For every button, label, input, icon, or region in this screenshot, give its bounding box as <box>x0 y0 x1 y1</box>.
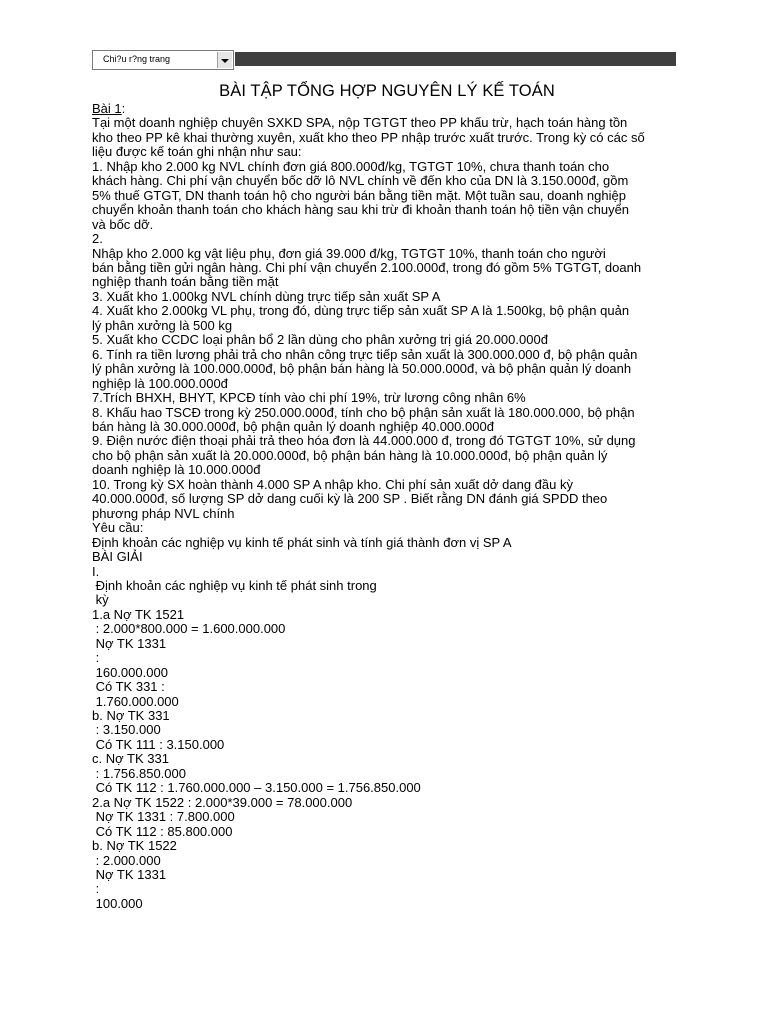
toolbar <box>92 50 676 72</box>
document-title: BÀI TẬP TỔNG HỢP NGUYÊN LÝ KẾ TOÁN <box>219 82 555 100</box>
document-content <box>92 80 682 911</box>
page-width-select[interactable] <box>92 50 234 70</box>
exercise-label: Bài 1 <box>92 101 122 116</box>
toolbar-bar <box>235 52 676 66</box>
chevron-down-icon[interactable] <box>217 52 232 68</box>
page-width-select-value: Chi?u r?ng trang <box>103 54 171 64</box>
document-body <box>92 102 682 911</box>
document-text: : Tại một doanh nghiệp chuyên SXKD SPA, nộp TGTGT theo PP khấu trừ, hạch toán hàng tồn kho theo PP kê khai thường xuyên, xuất kho theo PP nhập trước xuất trước. Trong kỳ có các số liệu được kế toán ghi nhận như sau: 1. Nhập kho 2.000 kg NVL chính đơn giá 800.000đ/kg, TGTGT 10%, chưa thanh toán cho khách hàng. Chi phí vận chuyển bốc dỡ lô NVL chính về đến kho của DN là 3.150.000đ, gồm 5% thuế GTGT, DN thanh toán hộ cho người bán bằng tiền mặt. Một tuần sau, doanh nghiệp chuyển khoản thanh toán cho khách hàng sau khi trừ đi khoản thanh toán hộ tiền vận chuyển và bốc dỡ. 2. Nhập kho 2.000 kg vật liệu phụ, đơn giá 39.000 đ/kg, TGTGT 10%, thanh toán cho người bán bằng tiền gửi ngân hàng. Chi phí vận chuyển 2.100.000đ, trong đó gồm 5% TGTGT, doanh nghiệp thanh toán bằng tiền mặt 3. Xuất kho 1.000kg NVL chính dùng trực tiếp sản xuất SP A 4. Xuất kho 2.000kg VL phụ, trong đó, dùng trực tiếp sản xuất SP A là 1.500kg, bộ phận quản lý phân xưởng là 500 kg 5. Xuất kho CCDC loại phân bổ 2 lần dùng cho phân xưởng trị giá 20.000.000đ 6. Tính ra tiền lương phải trả cho nhân công trực tiếp sản xuất là 300.000.000 đ, bộ phận quản lý phân xưởng là 100.000.000đ, bộ phận bán hàng là 50.000.000đ, và bộ phận quản lý doanh nghiệp là 100.000.000đ 7.Trích BHXH, BHYT, KPCĐ tính vào chi phí 19%, trừ lương công nhân 6% 8. Khấu hao TSCĐ trong kỳ 250.000.000đ, tính cho bộ phận sản xuất là 180.000.000, bộ phận bán hàng là 30.000.000đ, bộ phận quản lý doanh nghiệp 40.000.000đ 9. Điện nước điện thoại phải trả theo hóa đơn là 44.000.000 đ, trong đó TGTGT 10%, sử dụng cho bộ phận sản xuất là 20.000.000đ, bộ phận bán hàng là 10.000.000đ, bộ phận quản lý doanh nghiệp là 10.000.000đ 10. Trong kỳ SX hoàn thành 4.000 SP A nhập kho. Chi phí sản xuất dở dang đầu kỳ 40.000.000đ, số lượng SP dở dang cuối kỳ là 200 SP . Biết rằng DN đánh giá SPDD theo phương pháp NVL chính Yêu cầu: Định khoản các nghiệp vụ kinh tế phát sinh và tính giá thành đơn vị SP A BÀI GIẢI I. Định khoản các nghiệp vụ kinh tế phát sinh trong kỳ 1.a Nợ TK 1521 : 2.000*800.000 = 1.600.000.000 Nợ TK 1331 : 160.000.000 Có TK 331 : 1.760.000.000 b. Nợ TK 331 : 3.150.000 Có TK 111 : 3.150.000 c. Nợ TK 331 : 1.756.850.000 Có TK 112 : 1.760.000.000 – 3.150.000 = 1.756.850.000 2.a Nợ TK 1522 : 2.000*39.000 = 78.000.000 Nợ TK 1331 : 7.800.000 Có TK 112 : 85.800.000 b. Nợ TK 1522 : 2.000.000 Nợ TK 1331 : 100.000 <box>92 101 645 911</box>
